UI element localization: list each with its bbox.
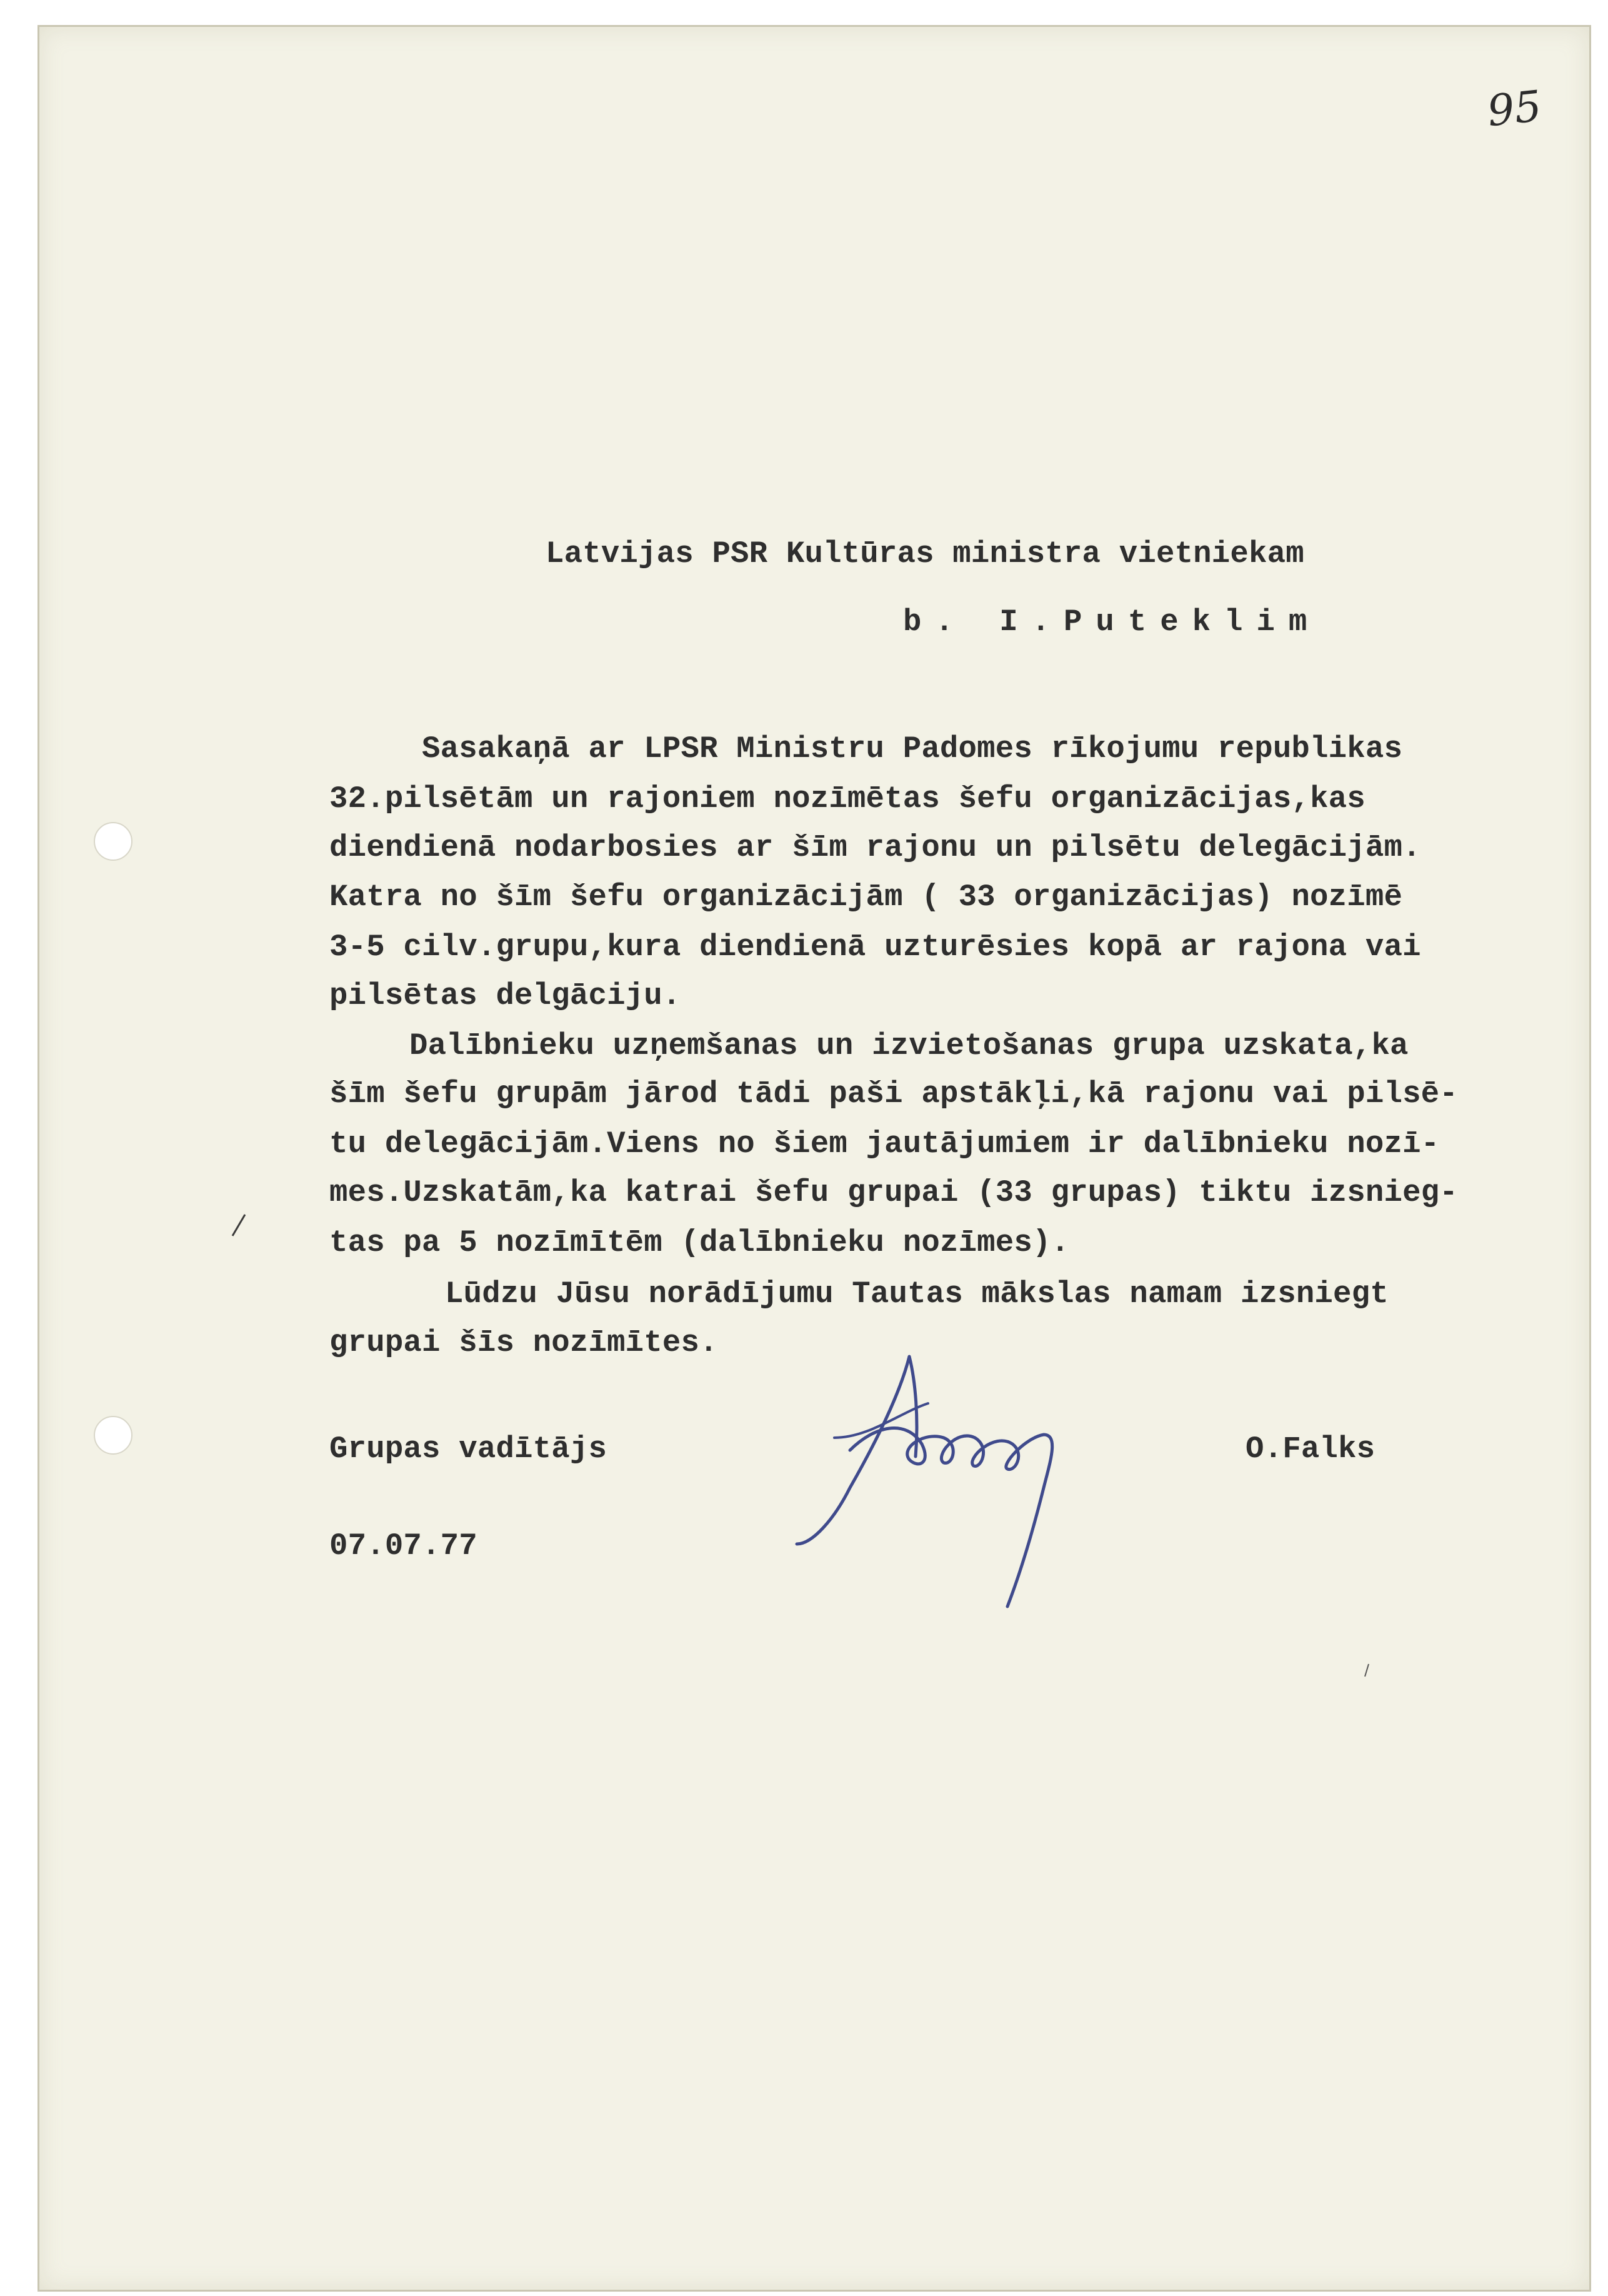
- addressee-title: Latvijas PSR Kultūras ministra vietniekam: [546, 536, 1304, 571]
- body-line: šīm šefu grupām jārod tādi paši apstākļi,kā rajonu vai pilsē-: [329, 1076, 1458, 1111]
- document-date: 07.07.77: [329, 1528, 477, 1563]
- body-line: tas pa 5 nozīmītēm (dalībnieku nozīmes).: [329, 1225, 1070, 1260]
- body-line: pilsētas delgāciju.: [329, 978, 681, 1013]
- body-line: Sasakaņā ar LPSR Ministru Padomes rīkojumu republikas: [422, 731, 1403, 766]
- page-number: 95: [1485, 81, 1544, 137]
- body-line: diendienā nodarbosies ar šīm rajonu un pilsētu delegācijām.: [329, 830, 1421, 865]
- signatory-role: Grupas vadītājs: [329, 1431, 607, 1466]
- punch-hole-top: [94, 822, 132, 861]
- body-line: Dalībnieku uzņemšanas un izvietošanas grupa uzskata,ka: [409, 1028, 1409, 1063]
- body-line: tu delegācijām.Viens no šiem jautājumiem ir dalībnieku nozī-: [329, 1126, 1440, 1161]
- addressee-name: b. I.Puteklim: [903, 604, 1321, 639]
- body-line: 3-5 cilv.grupu,kura diendienā uzturēsies kopā ar rajona vai: [329, 930, 1421, 965]
- body-line: mes.Uzskatām,ka katrai šefu grupai (33 grupas) tiktu izsnieg-: [329, 1175, 1458, 1210]
- body-line: Lūdzu Jūsu norādījumu Tautas mākslas namam izsniegt: [445, 1276, 1389, 1311]
- body-line: 32.pilsētām un rajoniem nozīmētas šefu organizācijas,kas: [329, 781, 1366, 816]
- signatory-name: O.Falks: [1246, 1431, 1376, 1466]
- handwritten-signature: [775, 1344, 1125, 1632]
- body-line: Katra no šīm šefu organizācijām ( 33 organizācijas) nozīmē: [329, 880, 1403, 915]
- punch-hole-bottom: [94, 1416, 132, 1455]
- margin-mark: [229, 1213, 248, 1238]
- margin-mark: [1362, 1663, 1371, 1678]
- body-line: grupai šīs nozīmītes.: [329, 1325, 718, 1360]
